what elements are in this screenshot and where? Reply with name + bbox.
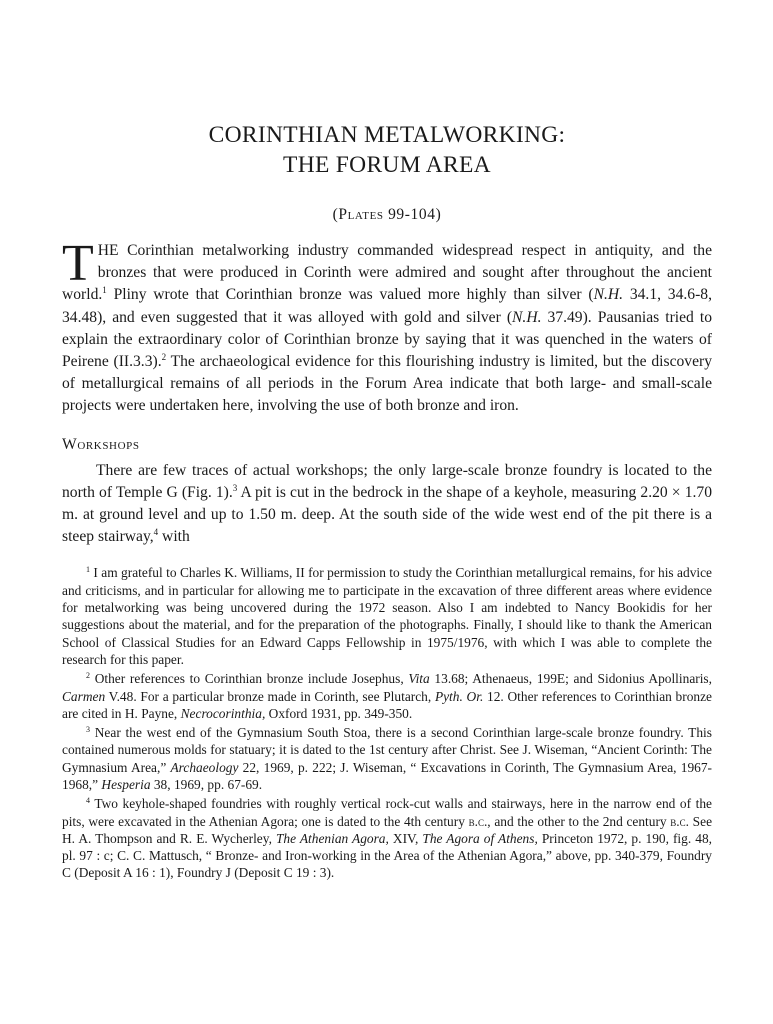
citation: Pyth. Or. [434,688,484,704]
footnote-text: 22, 1969, p. 222; J. Wiseman, “ Excavations in Corinth, The Gymnasium Area, 1967-1968,” [62,759,713,792]
intro-text: 37.49). Pausanias tried to explain the extraordinary color of Corinthian bronze by saying that it was quenched in the waters of Peirene (II.3.3). [62,308,712,371]
intro-paragraph [62,235,712,418]
footnote-text: Princeton 1972, p. 190, fig. 48, pl. 97 : c; C. C. Mattusch, “ Bronze- and Iron-working in the Area of the Athenian Agora,” above, pp. 340-379, Foundry C (Deposit A 16 : 1), Foundry J (Deposit C 19 : 3). [62,830,712,881]
workshops-paragraph [62,460,712,549]
footnote-number: 2 [86,671,90,681]
citation: Hesperia [101,777,151,792]
footnote-ref-1[interactable]: 1 [102,285,107,296]
era-abbrev: b.c. [670,813,689,829]
intro-text: Pliny wrote that Corinthian bronze was valued more highly than silver ( [106,286,594,304]
era-abbrev: b.c. [468,813,488,829]
title-line-2: THE FORUM AREA [283,152,491,178]
intro-text: The archaeological evidence for this flourishing industry is limited, but the discovery of metallurgical remains of all periods in the Forum Area indicate that both large- and small-scale projects were undertaken here, involving the use of both bronze and iron. [62,353,712,415]
footnote-text: Oxford 1931, pp. 349-350. [265,705,413,721]
body-text: A pit is cut in the bedrock in the shape of a keyhole, measuring 2.20 × 1.70 m. at ground level and up to 1.50 m. deep. At the south side of the wide west end of the pit there is a steep stairway, [62,483,712,546]
footnotes [62,564,712,881]
footnote-text: 38, 1969, pp. 67-69. [150,777,263,792]
footnote-text: Other references to Corinthian bronze include Josephus, [90,671,409,687]
citation: N.H. [512,308,542,326]
citation: Necrocorinthia, [180,705,266,721]
footnote-text: See H. A. Thompson and R. E. Wycherley, [62,813,713,846]
intro-text: HE Corinthian metalworking industry commanded widespread respect in antiquity, and the bronzes that were produced in Corinth were admired and sought after throughout the ancient world. [62,242,712,304]
section-heading-workshops: Workshops [62,435,140,453]
footnote-text: Near the west end of the Gymnasium South Stoa, there is a second Corinthian large-scale bronze foundry. This contained numerous molds for statuary; it is dated to the 1st century after Christ. See J. Wiseman, “Ancient Corinth: The Gymnasium Area,” [62,725,712,775]
citation: The Agora of Athens, [422,830,538,846]
citation: Archaeology [170,759,239,775]
citation: The Athenian Agora, [275,830,389,846]
footnote-number: 1 [86,565,90,575]
body-text: There are few traces of actual workshops; the only large-scale bronze foundry is located to the north of Temple G (Fig. 1). [62,461,712,501]
footnote-text: 12. Other references to Corinthian bronze are cited in H. Payne, [62,688,712,721]
intro-text: 34.1, 34.6-8, 34.48), and even suggested that it was alloyed with gold and silver ( [62,286,712,326]
article-title [62,120,712,180]
footnote-ref-4[interactable]: 4 [153,527,159,538]
footnote-3 [62,724,712,793]
footnote-text: XIV, [388,830,423,846]
footnote-text: , and the other to the 2nd century [487,813,671,829]
footnote-number: 3 [86,725,90,735]
footnote-2 [62,670,712,722]
footnote-1 [62,564,712,668]
footnote-text: Two keyhole-shaped foundries with roughly vertical rock-cut walls and stairways, here in the narrow end of the pits, were excavated in the Athenian Agora; one is dated to the 4th century [62,796,712,829]
plates-reference: (Plates 99-104) [332,206,442,223]
body-text: with [158,528,190,546]
citation: Vita [408,671,430,687]
footnote-text: I am grateful to Charles K. Williams, II for permission to study the Corinthian metallurgical remains, for his advice and criticisms, and in particular for allowing me to participate in the excavation of three different areas where evidence for metalworking was being uncovered during the 1972 season. Also I am indebted to Nancy Bookidis for her suggestions about the material, and for the preparation of the photographs. Finally, I should like to thank the American School of Classical Studies for an Edward Capps Fellowship in 1975/1976, with which I was able to complete the research for this paper. [62,565,712,667]
footnote-ref-2[interactable]: 2 [161,352,167,363]
title-line-1: CORINTHIAN METALWORKING: [208,122,566,148]
citation: N.H. [593,286,624,304]
footnote-ref-3[interactable]: 3 [232,482,238,493]
article-page [62,120,712,884]
footnote-text: 13.68; Athenaeus, 199E; and Sidonius Apollinaris, [429,671,712,687]
drop-cap: T [62,235,94,292]
footnote-4 [62,795,712,881]
citation: Carmen [62,688,106,704]
footnote-text: V.48. For a particular bronze made in Corinth, see Plutarch, [105,688,435,704]
footnote-number: 4 [86,796,90,806]
